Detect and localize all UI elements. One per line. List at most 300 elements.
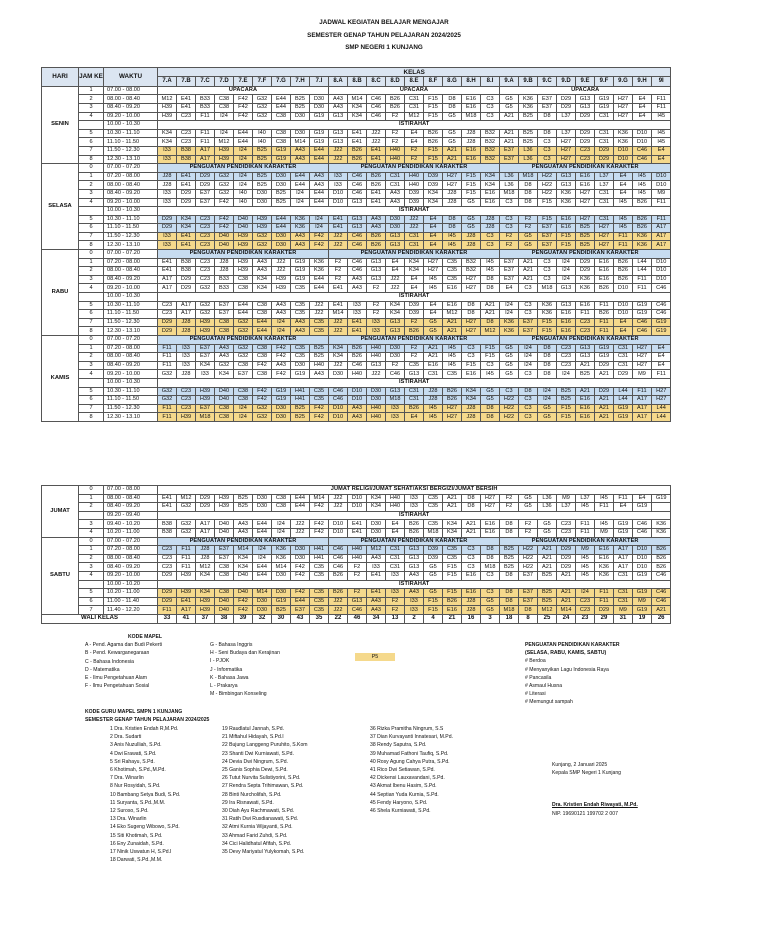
subject-cell: G5 xyxy=(424,563,443,572)
subject-cell: L44 xyxy=(614,396,633,405)
subject-cell: G19 xyxy=(633,503,652,512)
subject-cell: E44 xyxy=(253,327,272,336)
subject-cell: B25 xyxy=(234,494,253,503)
subject-cell: C23 xyxy=(158,563,177,572)
subject-cell: G19 xyxy=(633,571,652,580)
subject-cell: J28 xyxy=(158,172,177,181)
subject-cell: D40 xyxy=(234,215,253,224)
subject-cell: G13 xyxy=(367,267,386,276)
class-header: 9.D xyxy=(557,77,576,86)
wali-kelas-cell: 2 xyxy=(405,614,424,623)
subject-cell: E37 xyxy=(519,327,538,336)
subject-cell: F11 xyxy=(614,241,633,250)
subject-cell: C35 xyxy=(291,301,310,310)
subject-cell: D40 xyxy=(215,396,234,405)
subject-cell: D29 xyxy=(614,370,633,379)
subject-cell: F2 xyxy=(519,224,538,233)
guru-item: 25 Ganis Sophia Dewi, S.Pd. xyxy=(222,767,288,774)
activity-span: PENGUATAN PENDIDIKAN KARAKTER xyxy=(158,164,329,173)
wali-kelas-cell: 46 xyxy=(348,614,367,623)
subject-cell: G32 xyxy=(253,241,272,250)
subject-cell: C46 xyxy=(633,146,652,155)
subject-cell: F11 xyxy=(158,361,177,370)
subject-cell: D30 xyxy=(253,606,272,615)
kode-mapel-item: H - Seni Budaya dan Kerajinan xyxy=(210,650,280,657)
subject-cell: A21 xyxy=(576,387,595,396)
subject-cell: M14 xyxy=(291,138,310,147)
schedule-row xyxy=(42,494,671,503)
subject-cell: H22 xyxy=(538,172,557,181)
subject-cell: D30 xyxy=(272,241,291,250)
subject-cell: F15 xyxy=(538,215,557,224)
waktu-cell: 09.40 - 10.20 xyxy=(104,520,158,529)
jam-ke-cell: 2 xyxy=(79,503,104,512)
subject-cell: J28 xyxy=(196,554,215,563)
subject-cell: I45 xyxy=(443,241,462,250)
subject-cell: J22 xyxy=(291,520,310,529)
subject-cell: D30 xyxy=(253,494,272,503)
subject-cell: M18 xyxy=(500,189,519,198)
subject-cell: E41 xyxy=(177,103,196,112)
subject-cell: C46 xyxy=(633,155,652,164)
schedule-row xyxy=(42,284,671,293)
subject-cell: E37 xyxy=(538,224,557,233)
subject-cell: D40 xyxy=(234,224,253,233)
subject-cell: J22 xyxy=(367,129,386,138)
subject-cell: H27 xyxy=(462,327,481,336)
schedule-row xyxy=(42,86,671,95)
subject-cell: F2 xyxy=(500,232,519,241)
wali-kelas-cell: 41 xyxy=(177,614,196,623)
subject-cell: H27 xyxy=(462,318,481,327)
subject-cell: E4 xyxy=(652,146,671,155)
subject-cell: B25 xyxy=(253,155,272,164)
subject-cell: C38 xyxy=(253,353,272,362)
subject-cell: A21 xyxy=(462,528,481,537)
class-header: 9.B xyxy=(519,77,538,86)
waktu-cell: 10.00 - 10.30 xyxy=(104,378,158,387)
subject-cell: J22 xyxy=(329,494,348,503)
subject-cell: C3 xyxy=(519,310,538,319)
subject-cell: E4 xyxy=(424,301,443,310)
subject-cell: D39 xyxy=(424,181,443,190)
subject-cell: E4 xyxy=(652,353,671,362)
subject-cell: A21 xyxy=(652,606,671,615)
jam-ke-cell: 0 xyxy=(79,336,104,345)
subject-cell: C35 xyxy=(424,520,443,529)
subject-cell: M9 xyxy=(652,189,671,198)
subject-cell: J28 xyxy=(462,413,481,422)
subject-cell: E41 xyxy=(329,215,348,224)
jam-ke-cell: 7 xyxy=(79,232,104,241)
subject-cell: F2 xyxy=(519,215,538,224)
subject-cell: D8 xyxy=(481,404,500,413)
subject-cell: E44 xyxy=(310,189,329,198)
subject-cell: G5 xyxy=(462,215,481,224)
subject-cell: G32 xyxy=(158,370,177,379)
subject-cell: C35 xyxy=(443,258,462,267)
subject-cell: D10 xyxy=(348,396,367,405)
subject-cell: B25 xyxy=(576,241,595,250)
subject-cell: D40 xyxy=(234,571,253,580)
subject-cell: C35 xyxy=(424,503,443,512)
subject-cell: D29 xyxy=(576,112,595,121)
jam-ke-cell xyxy=(79,121,104,130)
subject-cell: J22 xyxy=(405,224,424,233)
guru-item: 42 Dickensi Lauxavandani, S.Pd. xyxy=(370,775,445,782)
subject-cell: L44 xyxy=(633,258,652,267)
subject-cell: C46 xyxy=(633,318,652,327)
subject-cell: J22 xyxy=(386,275,405,284)
subject-cell: D30 xyxy=(291,129,310,138)
subject-cell: J22 xyxy=(367,138,386,147)
subject-cell: B25 xyxy=(538,571,557,580)
subject-cell: D10 xyxy=(652,258,671,267)
activity-span: ISTIRAHAT xyxy=(158,378,671,387)
subject-cell: M12 xyxy=(443,310,462,319)
waktu-cell: 08.00 - 08.40 xyxy=(104,95,158,104)
subject-cell: G13 xyxy=(386,318,405,327)
wali-kelas-cell: 25 xyxy=(538,614,557,623)
subject-cell: F11 xyxy=(595,327,614,336)
subject-cell: E4 xyxy=(405,284,424,293)
subject-cell: H39 xyxy=(253,215,272,224)
subject-cell: K34 xyxy=(158,129,177,138)
subject-cell: D8 xyxy=(538,129,557,138)
subject-cell: G19 xyxy=(614,413,633,422)
subject-cell: D29 xyxy=(576,267,595,276)
subject-cell: C3 xyxy=(519,404,538,413)
subject-cell: A17 xyxy=(196,146,215,155)
subject-cell: H27 xyxy=(481,494,500,503)
subject-cell: C38 xyxy=(215,103,234,112)
subject-cell: D29 xyxy=(576,129,595,138)
subject-cell: H22 xyxy=(500,396,519,405)
guru-item: 7 Dra. Winarlin xyxy=(110,775,144,782)
schedule-row xyxy=(42,146,671,155)
subject-cell: E16 xyxy=(481,528,500,537)
subject-cell: F11 xyxy=(595,597,614,606)
subject-cell: B25 xyxy=(272,189,291,198)
subject-cell: H27 xyxy=(443,413,462,422)
subject-cell: F15 xyxy=(538,198,557,207)
subject-cell: L44 xyxy=(652,413,671,422)
subject-cell: G32 xyxy=(177,503,196,512)
subject-cell: F15 xyxy=(424,146,443,155)
subject-cell: D8 xyxy=(538,353,557,362)
subject-cell: H39 xyxy=(234,241,253,250)
subject-cell: D30 xyxy=(272,172,291,181)
subject-cell: B25 xyxy=(538,597,557,606)
subject-cell: D39 xyxy=(424,172,443,181)
wali-kelas-cell: 23 xyxy=(576,614,595,623)
waktu-cell: 07.20 - 08.00 xyxy=(104,258,158,267)
subject-cell: C23 xyxy=(177,138,196,147)
subject-cell: C31 xyxy=(405,241,424,250)
guru-item: 32 Atmi Kurnia Wijayanti, S.Pd. xyxy=(222,824,293,831)
subject-cell: E4 xyxy=(633,112,652,121)
subject-cell: D29 xyxy=(177,275,196,284)
subject-cell: C3 xyxy=(519,301,538,310)
subject-cell: G5 xyxy=(519,494,538,503)
subject-cell: H40 xyxy=(367,404,386,413)
schedule-row xyxy=(42,606,671,615)
subject-cell: C46 xyxy=(652,571,671,580)
subject-cell: A17 xyxy=(614,563,633,572)
subject-cell: D10 xyxy=(329,404,348,413)
activity-span: UPACARA xyxy=(158,86,329,95)
subject-cell: G32 xyxy=(253,413,272,422)
subject-cell: E4 xyxy=(386,528,405,537)
subject-cell: F42 xyxy=(310,503,329,512)
subject-cell: H39 xyxy=(215,146,234,155)
karakter-item: # Asmaul Husna xyxy=(525,683,563,690)
guru-item: 30 Diah Ayu Rachmawati, S.Pd. xyxy=(222,808,295,815)
subject-cell: A43 xyxy=(348,275,367,284)
subject-cell: G13 xyxy=(557,172,576,181)
subject-cell: K36 xyxy=(291,224,310,233)
subject-cell: D39 xyxy=(405,310,424,319)
schedule-row xyxy=(42,589,671,598)
subject-cell: H40 xyxy=(367,413,386,422)
waktu-cell: 11.50 - 12.30 xyxy=(104,146,158,155)
subject-cell: A21 xyxy=(443,155,462,164)
subject-cell: M14 xyxy=(310,494,329,503)
subject-cell: H39 xyxy=(196,396,215,405)
subject-cell: I33 xyxy=(367,563,386,572)
subject-cell: D10 xyxy=(614,146,633,155)
subject-cell: C35 xyxy=(443,554,462,563)
subject-cell: D30 xyxy=(310,103,329,112)
subject-cell: E41 xyxy=(367,571,386,580)
schedule-row xyxy=(42,215,671,224)
subject-cell: M14 xyxy=(234,546,253,555)
subject-cell: K34 xyxy=(177,224,196,233)
subject-cell: H39 xyxy=(177,589,196,598)
subject-cell: G13 xyxy=(576,344,595,353)
subject-cell: F11 xyxy=(196,112,215,121)
subject-cell: D29 xyxy=(196,181,215,190)
jam-ke-cell: 6 xyxy=(79,396,104,405)
kode-guru-subtitle: SEMESTER GENAP TAHUN PELAJARAN 2024/2025 xyxy=(85,717,210,724)
subject-cell: F15 xyxy=(481,344,500,353)
subject-cell: D29 xyxy=(196,494,215,503)
waktu-cell: 09.20 - 10.00 xyxy=(104,571,158,580)
subject-cell: F15 xyxy=(557,232,576,241)
subject-cell: E16 xyxy=(576,301,595,310)
subject-cell: F42 xyxy=(291,589,310,598)
subject-cell: D30 xyxy=(253,198,272,207)
subject-cell: I33 xyxy=(405,494,424,503)
subject-cell: D40 xyxy=(215,520,234,529)
subject-cell: I33 xyxy=(196,370,215,379)
subject-cell: A21 xyxy=(519,275,538,284)
subject-cell: H22 xyxy=(519,546,538,555)
subject-cell: J28 xyxy=(462,232,481,241)
subject-cell: C46 xyxy=(633,528,652,537)
subject-cell: G32 xyxy=(253,95,272,104)
subject-cell: J28 xyxy=(462,138,481,147)
subject-cell: M12 xyxy=(405,112,424,121)
waktu-cell: 11.50 - 12.30 xyxy=(104,232,158,241)
subject-cell: K36 xyxy=(595,571,614,580)
subject-cell: J28 xyxy=(215,267,234,276)
subject-cell: C38 xyxy=(234,387,253,396)
subject-cell: D8 xyxy=(538,344,557,353)
subject-cell: K36 xyxy=(519,95,538,104)
subject-cell: C31 xyxy=(424,370,443,379)
subject-cell: B25 xyxy=(538,589,557,598)
subject-cell: K36 xyxy=(633,241,652,250)
subject-cell: C23 xyxy=(576,597,595,606)
subject-cell: A21 xyxy=(424,353,443,362)
subject-cell: C3 xyxy=(519,370,538,379)
subject-cell: G5 xyxy=(462,224,481,233)
subject-cell: I45 xyxy=(633,172,652,181)
schedule-row xyxy=(42,563,671,572)
subject-cell: D29 xyxy=(595,155,614,164)
subject-cell: A43 xyxy=(405,589,424,598)
waktu-cell: 07.20 - 08.00 xyxy=(104,546,158,555)
subject-cell: I24 xyxy=(519,361,538,370)
subject-cell: E41 xyxy=(348,327,367,336)
subject-cell: B26 xyxy=(443,396,462,405)
subject-cell: H27 xyxy=(576,215,595,224)
subject-cell: G32 xyxy=(177,528,196,537)
subject-cell: C38 xyxy=(272,112,291,121)
jam-ke-cell: 3 xyxy=(79,361,104,370)
subject-cell: A43 xyxy=(215,344,234,353)
subject-cell: I24 xyxy=(557,275,576,284)
subject-cell: C38 xyxy=(253,344,272,353)
wali-kelas-cell: 35 xyxy=(310,614,329,623)
subject-cell: L36 xyxy=(500,172,519,181)
schedule-row xyxy=(42,378,671,387)
subject-cell: C31 xyxy=(595,112,614,121)
activity-span: PENGUATAN PENDIDIKAN KARAKTER xyxy=(329,336,500,345)
subject-cell: K34 xyxy=(443,520,462,529)
subject-cell: G13 xyxy=(386,327,405,336)
subject-cell: G5 xyxy=(481,597,500,606)
waktu-cell: 11.50 - 12.30 xyxy=(104,318,158,327)
subject-cell: C38 xyxy=(215,563,234,572)
schedule-row xyxy=(42,198,671,207)
subject-cell: H39 xyxy=(196,318,215,327)
subject-cell: F42 xyxy=(272,353,291,362)
subject-cell: C3 xyxy=(500,387,519,396)
subject-cell: D8 xyxy=(443,224,462,233)
day-label: KAMIS xyxy=(42,336,79,422)
subject-cell: C23 xyxy=(158,546,177,555)
subject-cell: B32 xyxy=(462,258,481,267)
subject-cell: G13 xyxy=(329,112,348,121)
subject-cell: D30 xyxy=(253,597,272,606)
subject-cell: E16 xyxy=(462,370,481,379)
subject-cell: E37 xyxy=(519,318,538,327)
waktu-cell: 07.00 - 07.20 xyxy=(104,164,158,173)
subject-cell: A43 xyxy=(310,370,329,379)
subject-cell: A43 xyxy=(329,103,348,112)
subject-cell: D8 xyxy=(462,503,481,512)
subject-cell: E4 xyxy=(424,232,443,241)
subject-cell: D30 xyxy=(386,215,405,224)
subject-cell: A43 xyxy=(234,520,253,529)
schedule-row xyxy=(42,275,671,284)
subject-cell: E37 xyxy=(215,554,234,563)
subject-cell: C3 xyxy=(538,258,557,267)
subject-cell: B25 xyxy=(519,129,538,138)
jam-ke-cell: 4 xyxy=(79,370,104,379)
subject-cell: E16 xyxy=(595,258,614,267)
subject-cell: J28 xyxy=(462,597,481,606)
subject-cell: F15 xyxy=(424,155,443,164)
subject-cell: A21 xyxy=(595,370,614,379)
subject-cell: G32 xyxy=(158,387,177,396)
kode-mapel-item: K - Bahasa Jawa xyxy=(210,674,249,681)
subject-cell: G13 xyxy=(557,284,576,293)
subject-cell: J28 xyxy=(481,215,500,224)
subject-cell: I40 xyxy=(234,189,253,198)
subject-cell: E4 xyxy=(405,138,424,147)
class-header: 7.C xyxy=(196,77,215,86)
jam-ke-cell: 1 xyxy=(79,344,104,353)
subject-cell: D10 xyxy=(652,275,671,284)
subject-cell: K34 xyxy=(386,301,405,310)
subject-cell: A43 xyxy=(215,353,234,362)
subject-cell: D30 xyxy=(272,413,291,422)
subject-cell: D29 xyxy=(196,172,215,181)
subject-cell: D30 xyxy=(272,232,291,241)
subject-cell: G5 xyxy=(538,520,557,529)
subject-cell: D29 xyxy=(158,571,177,580)
subject-cell: A17 xyxy=(652,241,671,250)
subject-cell: E16 xyxy=(576,404,595,413)
subject-cell: H39 xyxy=(215,155,234,164)
subject-cell: D40 xyxy=(215,528,234,537)
kode-mapel-item: D - Matematika xyxy=(85,666,120,673)
subject-cell: E16 xyxy=(576,396,595,405)
class-header: 9.E xyxy=(576,77,595,86)
subject-cell: A21 xyxy=(557,571,576,580)
subject-cell: M12 xyxy=(177,494,196,503)
subject-cell: J28 xyxy=(196,546,215,555)
subject-cell: H39 xyxy=(196,387,215,396)
subject-cell: E44 xyxy=(291,494,310,503)
guru-item: 16 Eny Zunaidah, S.Pd. xyxy=(110,840,164,847)
subject-cell: A21 xyxy=(595,413,614,422)
subject-cell: F11 xyxy=(158,344,177,353)
subject-cell: M18 xyxy=(462,112,481,121)
subject-cell: D8 xyxy=(538,112,557,121)
subject-cell: I24 xyxy=(215,129,234,138)
subject-cell: G19 xyxy=(272,597,291,606)
subject-cell: E37 xyxy=(519,589,538,598)
activity-span: PENGUATAN PENDIDIKAN KARAKTER xyxy=(158,537,329,546)
subject-cell: G19 xyxy=(595,353,614,362)
subject-cell: H40 xyxy=(386,155,405,164)
subject-cell: C46 xyxy=(329,554,348,563)
subject-cell: I33 xyxy=(177,353,196,362)
kode-mapel-item: A - Pend. Agama dan Budi Pekerti xyxy=(85,642,163,649)
schedule-row xyxy=(42,241,671,250)
subject-cell: A43 xyxy=(367,554,386,563)
subject-cell: C23 xyxy=(576,606,595,615)
subject-cell: E16 xyxy=(462,589,481,598)
subject-cell: H39 xyxy=(215,494,234,503)
waktu-cell: 10.30 - 11.10 xyxy=(104,129,158,138)
subject-cell: L37 xyxy=(557,129,576,138)
subject-cell: E4 xyxy=(386,258,405,267)
